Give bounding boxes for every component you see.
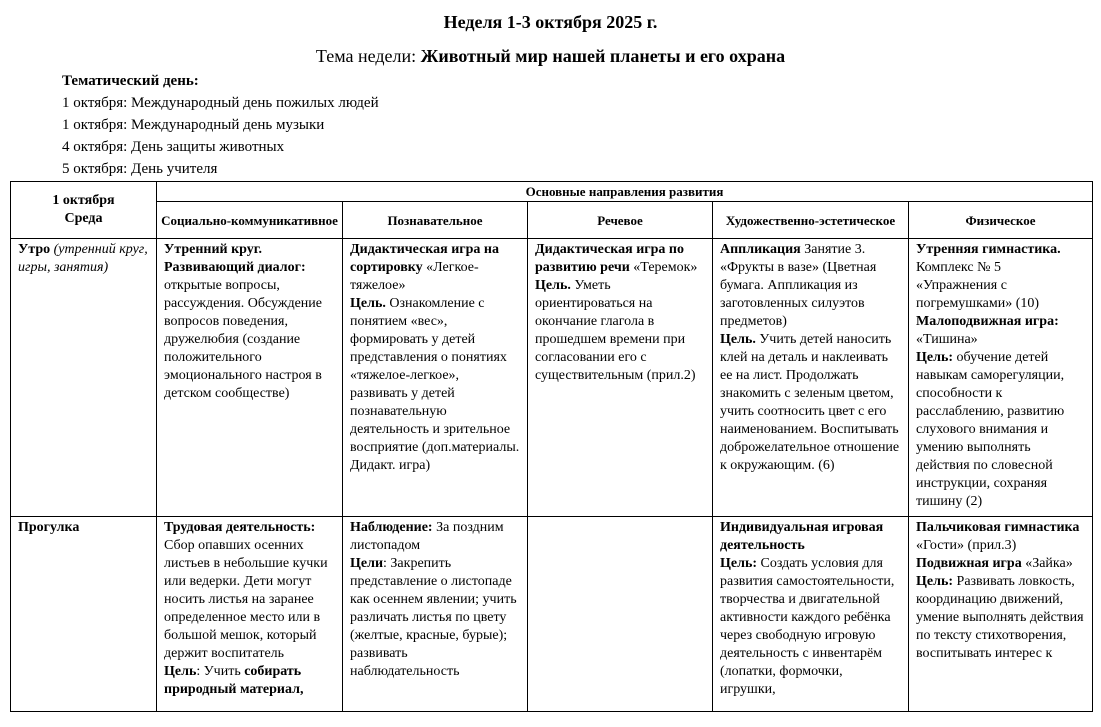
col-header-physical: Физическое xyxy=(909,202,1093,239)
cell-walk-speech xyxy=(528,517,713,712)
cell-walk-cognitive: Наблюдение: За поздним листопадом Цели: Закрепить представление о листопаде как осеннем явлении; учить различать листья по цвету (желтые, красные, бурые); развивать наблюдательность xyxy=(343,517,528,712)
thematic-day-item: 4 октября: День защиты животных xyxy=(62,139,285,155)
row-label-note: (утренний круг, игры, занятия) xyxy=(18,242,148,275)
plan-table xyxy=(10,181,1093,712)
directions-header: Основные направления развития xyxy=(157,182,1093,202)
cell-morning-art: Аппликация Занятие 3. «Фрукты в вазе» (Цветная бумага. Аппликация из заготовленных силуэтов предметов) Цель. Учить детей наносить клей на деталь и наклеивать ее на лист. Продолжать знакомить с зеленым цветом, учить соотносить цвет с его наименованием. Воспитывать доброжелательное отношение к окружающим. (6) xyxy=(713,239,909,517)
cell-morning-cognitive: Дидактическая игра на сортировку «Легкое-тяжелое» Цель. Ознакомление с понятием «вес», формировать у детей представления о понятиях «тяжелое-легкое», развивать у детей познавательную деятельность и зрительное восприятие (доп.материалы. Дидакт. игра) xyxy=(343,239,528,517)
col-header-speech: Речевое xyxy=(528,202,713,239)
cell-walk-art: Индивидуальная игровая деятельность Цель: Создать условия для развития самостоятельности, творчества и двигательной активности каждого ребёнка через свободную игровую деятельность с инвентарём (лопатки, формочки, игрушки, xyxy=(713,517,909,712)
theme-prefix: Тема недели: xyxy=(315,46,421,66)
thematic-day-item: 5 октября: День учителя xyxy=(62,161,218,177)
week-theme xyxy=(0,45,1101,67)
row-label-morning: Утро (утренний круг, игры, занятия) xyxy=(11,239,157,517)
thematic-day-item: 1 октября: Международный день музыки xyxy=(62,117,325,133)
thematic-days xyxy=(62,70,379,180)
row-label-walk: Прогулка xyxy=(11,517,157,712)
cell-walk-physical: Пальчиковая гимнастика «Гости» (прил.3) Подвижная игра «Зайка» Цель: Развивать ловкость, координацию движений, умение выполнять действия по тексту стихотворения, воспитывать интерес к xyxy=(909,517,1093,712)
thematic-day-item: 1 октября: Международный день пожилых людей xyxy=(62,95,379,111)
row-walk xyxy=(11,517,1093,712)
row-morning xyxy=(11,239,1093,517)
week-title: Неделя 1-3 октября 2025 г. xyxy=(443,12,658,32)
cell-walk-social: Трудовая деятельность: Сбор опавших осенних листьев в небольшие кучки или ведерки. Дети могут носить листья на заранее определенное место или в большой мешок, который держит воспитатель Цель: Учить собирать природный материал, xyxy=(157,517,343,712)
thematic-days-heading: Тематический день: xyxy=(62,73,199,89)
col-header-cognitive: Познавательное xyxy=(343,202,528,239)
day-weekday: Среда xyxy=(64,211,103,226)
cell-morning-speech: Дидактическая игра по развитию речи «Теремок» Цель. Уметь ориентироваться на окончание глагола в прошедшем времени при согласовании его с существительным (прил.2) xyxy=(528,239,713,517)
day-cell xyxy=(11,182,157,239)
col-header-social: Социально-коммуникативное xyxy=(157,202,343,239)
theme-title: Животный мир нашей планеты и его охрана xyxy=(420,46,786,66)
day-date: 1 октября xyxy=(52,193,115,208)
cell-morning-physical: Утренняя гимнастика. Комплекс № 5 «Упражнения с погремушками» (10) Малоподвижная игра: «Тишина» Цель: обучение детей навыкам саморегуляции, способности к расслаблению, развитию слухового внимания и умению выполнять действия по словесной инструкции, сохраняя тишину (2) xyxy=(909,239,1093,517)
cell-morning-social: Утренний круг. Развивающий диалог: открытые вопросы, рассуждения. Обсуждение вопросов поведения, дружелюбия (создание положительного эмоционального настроя в детском сообществе) xyxy=(157,239,343,517)
col-header-art: Художественно-эстетическое xyxy=(713,202,909,239)
